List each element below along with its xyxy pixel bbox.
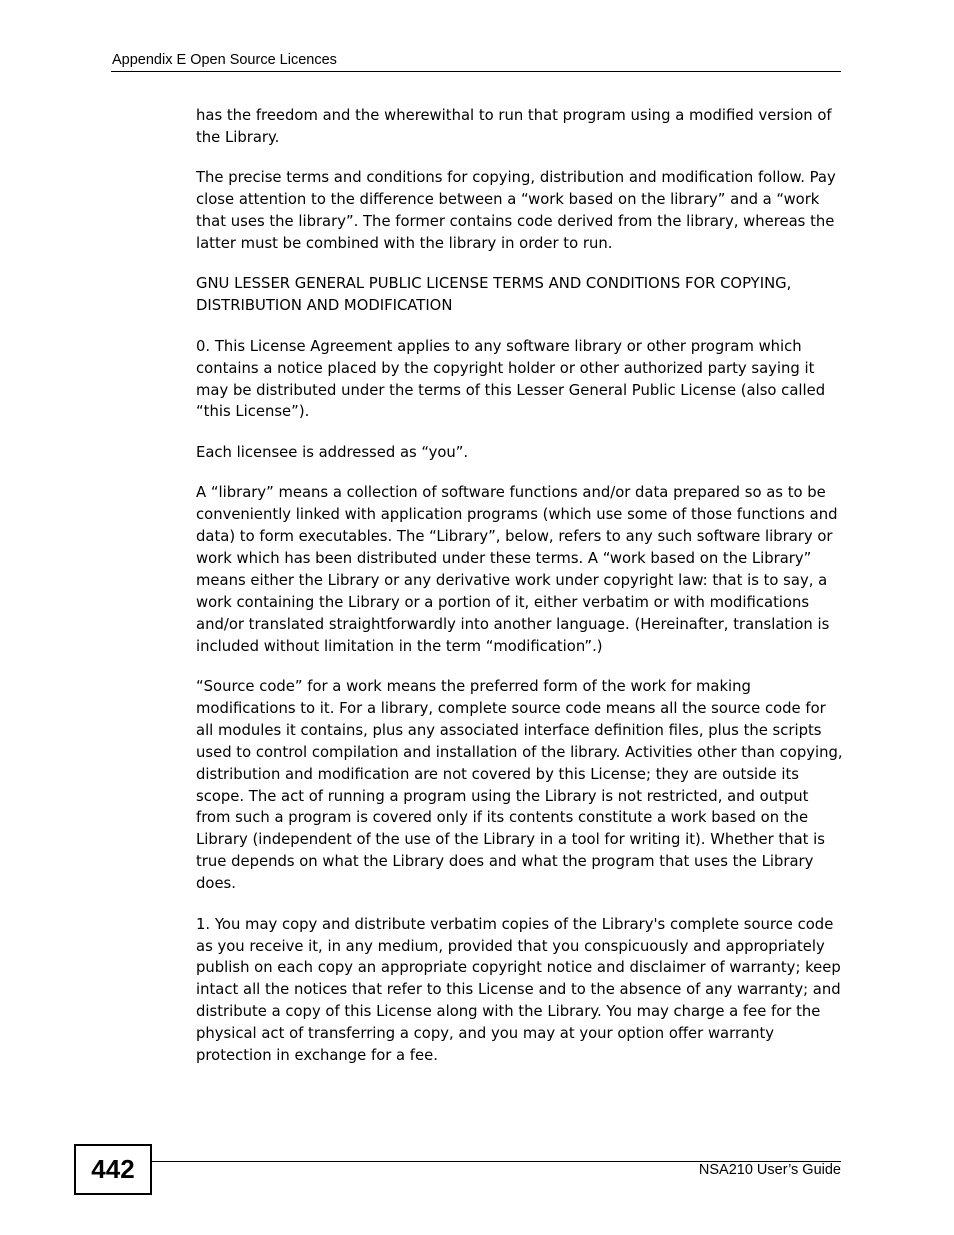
page-number: 442 <box>74 1144 152 1195</box>
header-rule <box>111 71 841 72</box>
body-text <box>196 105 844 1085</box>
section-heading: GNU LESSER GENERAL PUBLIC LICENSE TERMS AND CONDITIONS FOR COPYING, DISTRIBUTION AND MODIFICATION <box>196 275 792 315</box>
paragraph: 1. You may copy and distribute verbatim copies of the Library's complete source code as you receive it, in any medium, provided that you conspicuously and appropriately publish on each copy an appropriate copyright notice and disclaimer of warranty; keep intact all the notices that refer to this License and to the absence of any warranty; and distribute a copy of this License along with the Library. You may charge a fee for the physical act of transferring a copy, and you may at your option offer warranty protection in exchange for a fee. <box>196 915 841 1065</box>
paragraph: Each licensee is addressed as “you”. <box>196 443 469 461</box>
paragraph: 0. This License Agreement applies to any software library or other program which contains a notice placed by the copyright holder or other authorized party saying it may be distributed under the terms of this Lesser General Public License (also called “this License”). <box>196 337 826 421</box>
paragraph: The precise terms and conditions for copying, distribution and modification follow. Pay close attention to the difference between a “work based on the library” and a “work that uses the library”. The former contains code derived from the library, whereas the latter must be combined with the library in order to run. <box>196 169 836 253</box>
paragraph: has the freedom and the wherewithal to run that program using a modified version of the Library. <box>196 107 832 146</box>
footer-guide-title: NSA210 User’s Guide <box>698 1162 841 1178</box>
running-header: Appendix E Open Source Licences <box>112 52 337 68</box>
paragraph: A “library” means a collection of software functions and/or data prepared so as to be conveniently linked with application programs (which use some of those functions and data) to form executables. The “Library”, below, refers to any such software library or work which has been distributed under these terms. A “work based on the Library” means either the Library or any derivative work under copyright law: that is to say, a work containing the Library or a portion of it, either verbatim or with modifications and/or translated straightforwardly into another language. (Hereinafter, translation is included without limitation in the term “modification”.) <box>196 484 838 655</box>
paragraph: “Source code” for a work means the preferred form of the work for making modifications to it. For a library, complete source code means all the source code for all modules it contains, plus any associated interface definition files, plus the scripts used to control compilation and installation of the library. Activities other than copying, distribution and modification are not covered by this License; they are outside its scope. The act of running a program using the Library is not restricted, and output from such a program is covered only if its contents constitute a work based on the Library (independent of the use of the Library in a tool for writing it). Whether that is true depends on what the Library does and what the program that uses the Library does. <box>196 678 843 893</box>
